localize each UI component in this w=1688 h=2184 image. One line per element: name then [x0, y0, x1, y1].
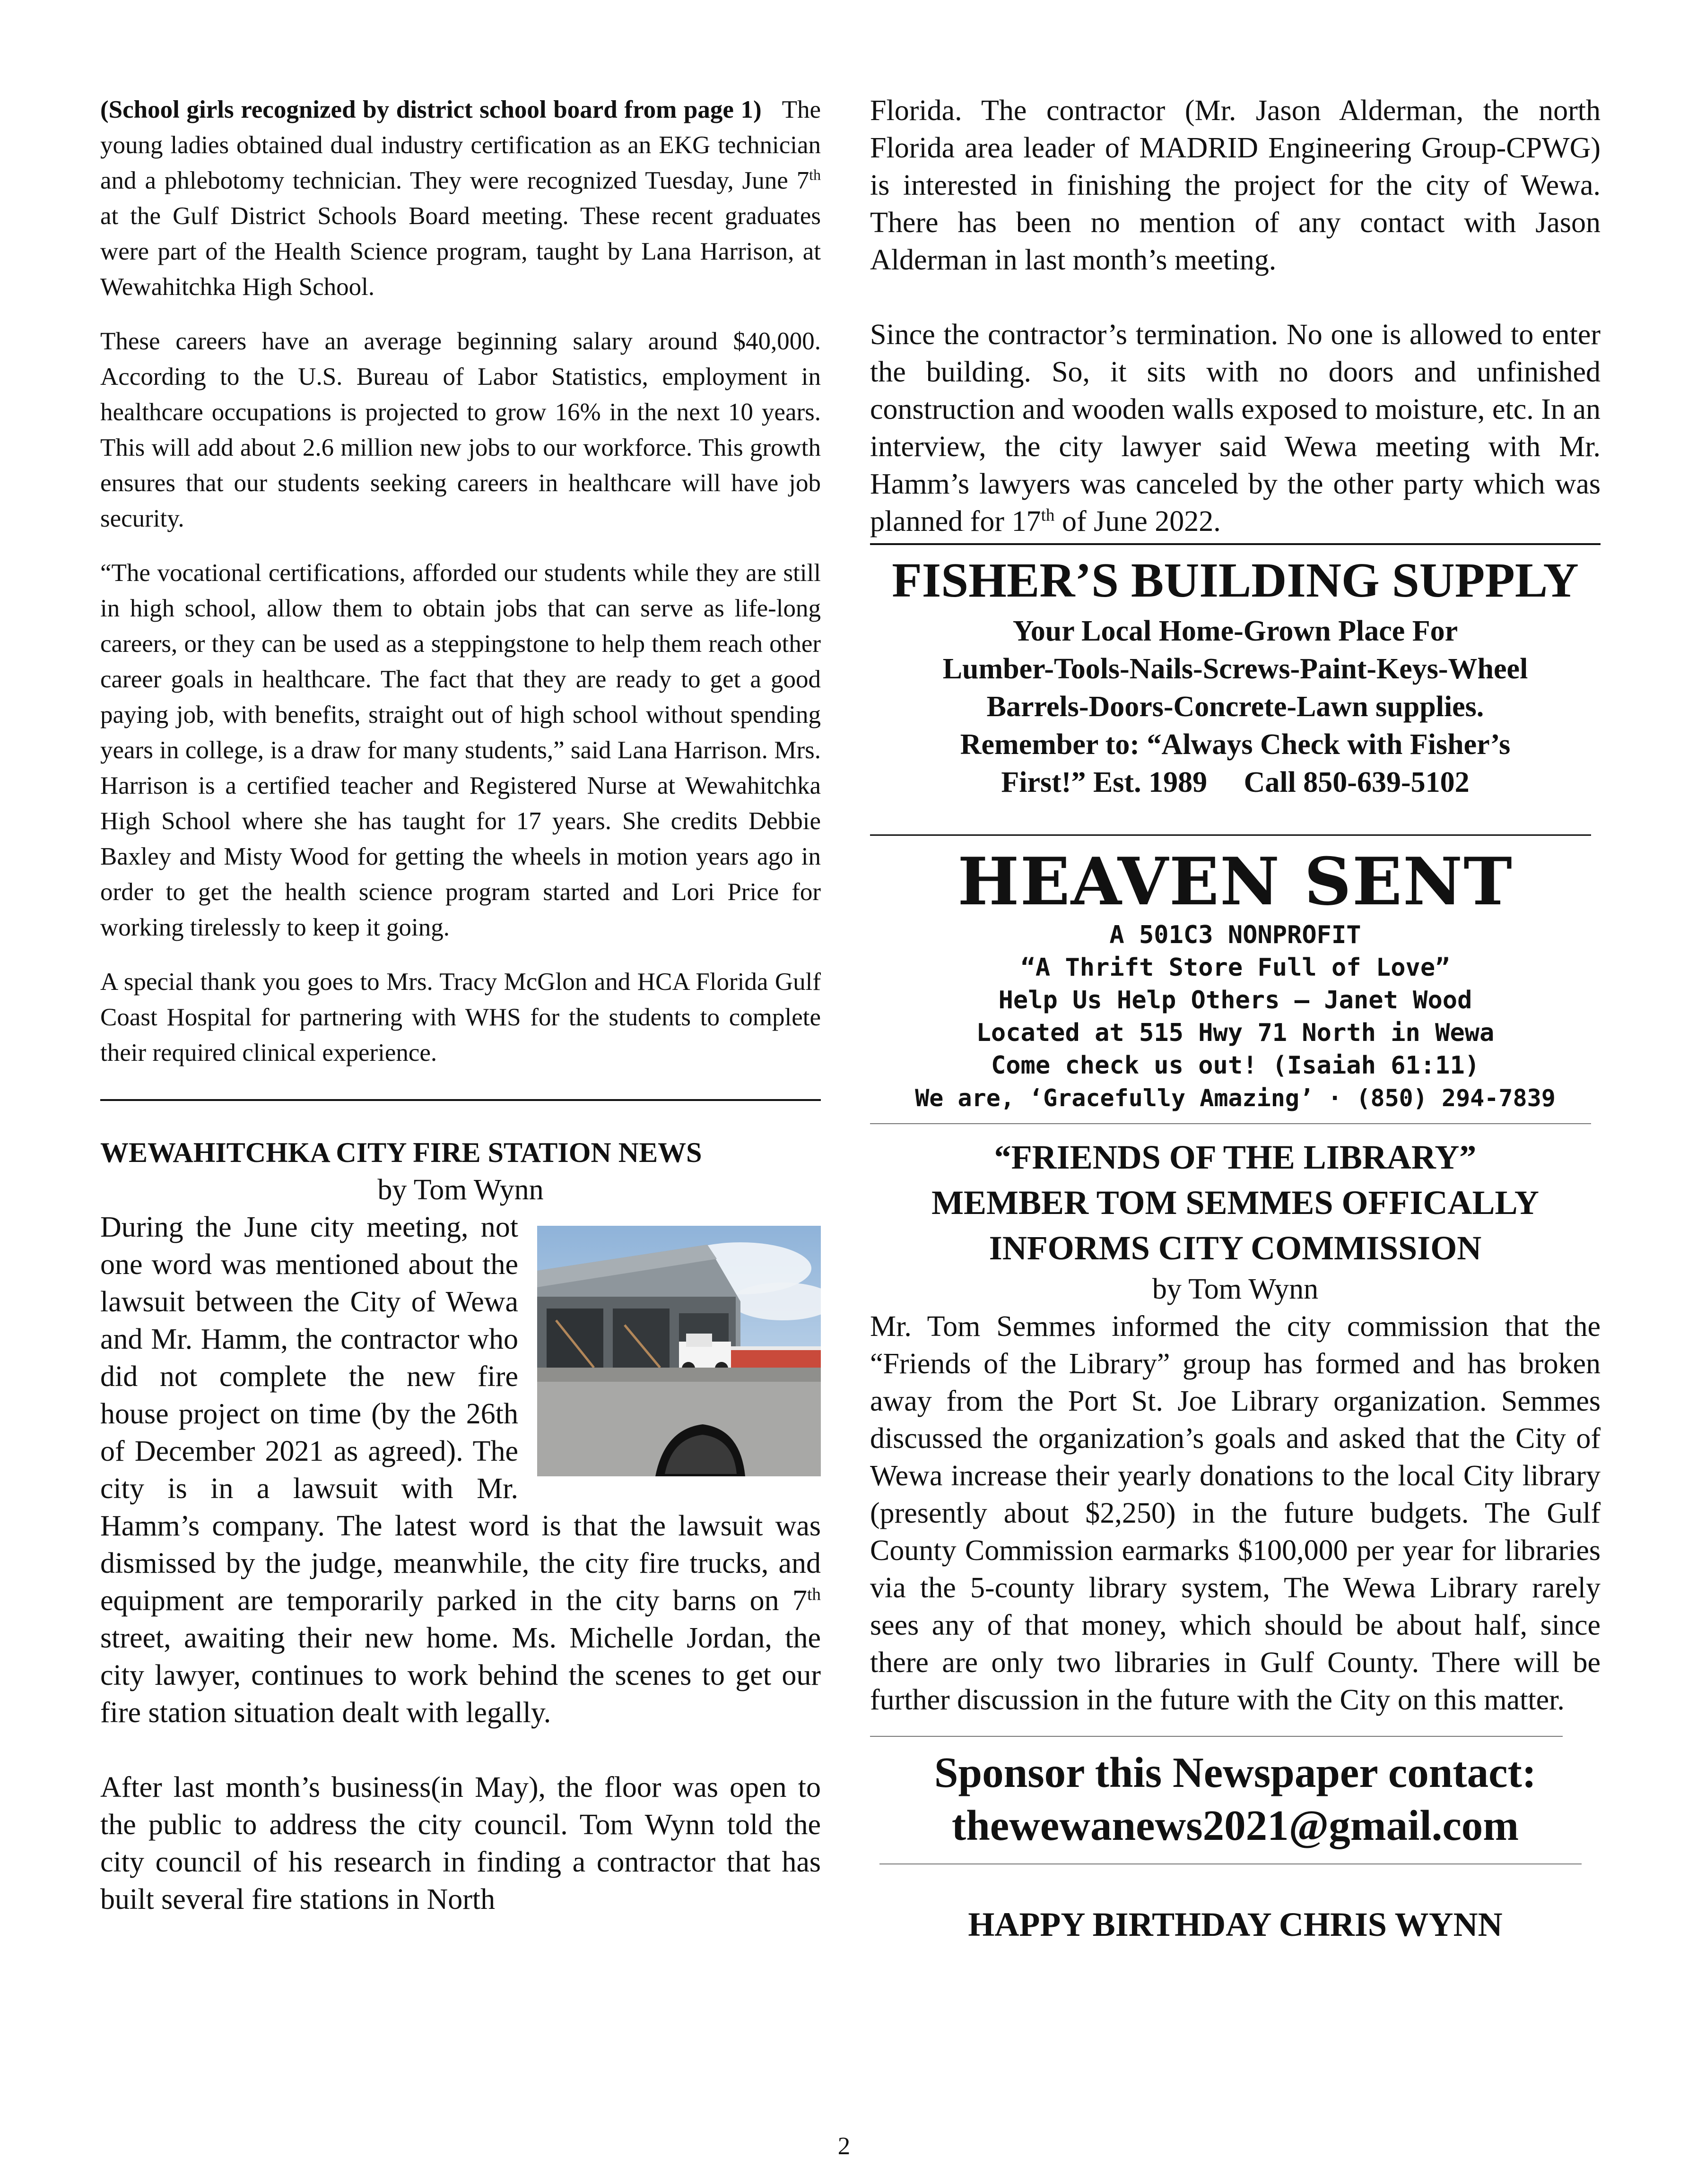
heaven-sent-phone-line: We are, ‘Gracefully Amazing’ · (850) 294-7839 [915, 1084, 1556, 1112]
school-article-paragraph-3: “The vocational certifications, afforded our students while they are still in high school, allow them to obtain jobs that can serve as life-long careers, or they can be used as a steppingstone to help them reach other career goals in healthcare. The fact that they are ready to get a good paying job, with benefits, straight out of high school without spending years in college, is a draw for many students,” said Lana Harrison. Mrs. Harrison is a certified teacher and Registered Nurse at Wewahitchka High School where she has taught for 17 years. She credits Debbie Baxley and Misty Wood for getting the wheels in motion years ago in order to get the health science program started and Lori Price for working tirelessly to keep it going. [100, 559, 821, 941]
sponsor-top-rule [870, 1736, 1563, 1737]
heaven-sent-line: Located at 515 Hwy 71 North in Wewa [976, 1019, 1495, 1047]
sponsor-bottom-rule [879, 1863, 1582, 1864]
fire-continued-paragraph-2: Since the contractor’s termination. No one is allowed to enter the building. So, it sits with no doors and unfinished construction and wooden walls exposed to moisture, etc. In an interview, the city lawyer said Wewa meeting with Mr. Hamm’s lawyers was canceled by the other party which was planned for 17th of June 2022. [870, 319, 1601, 537]
fisher-ad-line: Remember to: “Always Check with Fisher’s [960, 728, 1511, 761]
page-number: 2 [837, 2132, 851, 2160]
fisher-ad [870, 553, 1601, 801]
fire-continued-paragraph-1: Florida. The contractor (Mr. Jason Alderman, the north Florida area leader of MADRID Engineering Group-CPWG) is interested in finishing the project for the city of Wewa. There has been no mention of any contact with Jason Alderman in last month’s meeting. [870, 95, 1601, 276]
fire-station-article [100, 1134, 821, 1918]
sponsor-box [870, 1746, 1601, 1852]
fire-station-paragraph-1: During the June city meeting, not one word was mentioned about the lawsuit between the City of Wewa and Mr. Hamm, the contractor who did not complete the new fire house project on time (by the 26th of December 2021 as agreed). The city is in a lawsuit with Mr. Hamm’s company. The latest word is that the lawsuit was dismissed by the judge, meanwhile, the city fire trucks, and equipment are temporarily parked in the city barns on 7th street, awaiting their new home. Ms. Michelle Jordan, the city lawyer, continues to work behind the scenes to get our fire station situation dealt with legally. [100, 1209, 821, 1732]
school-article-paragraph-4: A special thank you goes to Mrs. Tracy McGlon and HCA Florida Gulf Coast Hospital for partnering with WHS for the students to complete their required clinical experience. [100, 968, 821, 1066]
fisher-ad-top-rule [870, 543, 1601, 545]
school-article [100, 92, 821, 1071]
fire-station-paragraph-2: After last month’s business(in May), the floor was open to the public to address the city council. Tom Wynn told the city council of his research in finding a contractor that has built several fire stations in North [100, 1771, 821, 1915]
fire-station-photo-image [537, 1226, 821, 1476]
school-article-paragraph-1: (School girls recognized by district school board from page 1) The young ladies obtained dual industry certification as an EKG technician and a phlebotomy technician. They were recognized Tuesday, June 7th at the Gulf District Schools Board meeting. These recent graduates were part of the Health Science program, taught by Lana Harrison, at Wewahitchka High School. [100, 96, 821, 301]
right-column [870, 92, 1601, 1946]
fisher-ad-line: Your Local Home-Grown Place For [1012, 615, 1458, 647]
fisher-ad-line: Lumber-Tools-Nails-Screws-Paint-Keys-Wheel [942, 653, 1528, 685]
heaven-sent-ad [870, 843, 1601, 1115]
left-column [100, 92, 821, 1918]
heaven-sent-line: Come check us out! (Isaiah 61:11) [991, 1051, 1480, 1080]
library-byline: by Tom Wynn [1152, 1273, 1319, 1305]
heaven-sent-title: HEAVEN SENT [957, 843, 1513, 920]
fire-station-byline: by Tom Wynn [377, 1174, 544, 1206]
heaven-sent-line: “A Thrift Store Full of Love” [1020, 953, 1450, 982]
heaven-sent-line: Help Us Help Others – Janet Wood [998, 986, 1472, 1014]
fisher-ad-line: Barrels-Doors-Concrete-Lawn supplies. [986, 691, 1484, 723]
heaven-sent-top-rule [870, 834, 1591, 836]
library-headline: INFORMS CITY COMMISSION [989, 1229, 1482, 1267]
heaven-sent-line: A 501C3 NONPROFIT [1109, 921, 1361, 949]
library-headline: MEMBER TOM SEMMES OFFICALLY [931, 1184, 1539, 1222]
sponsor-line: Sponsor this Newspaper contact: [934, 1749, 1537, 1796]
fisher-ad-title: FISHER’S BUILDING SUPPLY [892, 553, 1579, 607]
sponsor-email: thewewanews2021@gmail.com [951, 1802, 1519, 1849]
birthday-message: HAPPY BIRTHDAY CHRIS WYNN [968, 1906, 1503, 1943]
library-headline: “FRIENDS OF THE LIBRARY” [994, 1138, 1477, 1176]
fire-station-photo [537, 1226, 821, 1476]
fire-station-headline: WEWAHITCHKA CITY FIRE STATION NEWS [100, 1137, 702, 1168]
school-article-paragraph-2: These careers have an average beginning salary around $40,000. According to the U.S. Bureau of Labor Statistics, employment in healthcare occupations is projected to grow 16% in the next 10 years. This will add about 2.6 million new jobs to our workforce. This growth ensures that our students seeking careers in healthcare will have job security. [100, 328, 821, 532]
continued-from-label: (School girls recognized by district school board from page 1) [100, 96, 762, 123]
section-divider [100, 1099, 821, 1101]
sponsor-text [870, 1746, 1601, 1852]
library-article [870, 1135, 1601, 1719]
library-top-rule [870, 1123, 1591, 1124]
library-article-body: Mr. Tom Semmes informed the city commission that the “Friends of the Library” group has formed and has broken away from the Port St. Joe Library organization. Semmes discussed the organization’s goals and asked that the City of Wewa increase their yearly donations to the local City library (presently about $2,250) in the future budgets. The Gulf County Commission earmarks $100,000 per year for libraries via the 5-county library system, The Wewa Library rarely sees any of that money, which should be about half, since there are only two libraries in Gulf County. There will be further discussion in the future with the City on this matter. [870, 1310, 1601, 1716]
fisher-ad-phone-line: First!” Est. 1989 Call 850-639-5102 [1001, 766, 1470, 798]
fire-station-continued [870, 92, 1601, 540]
